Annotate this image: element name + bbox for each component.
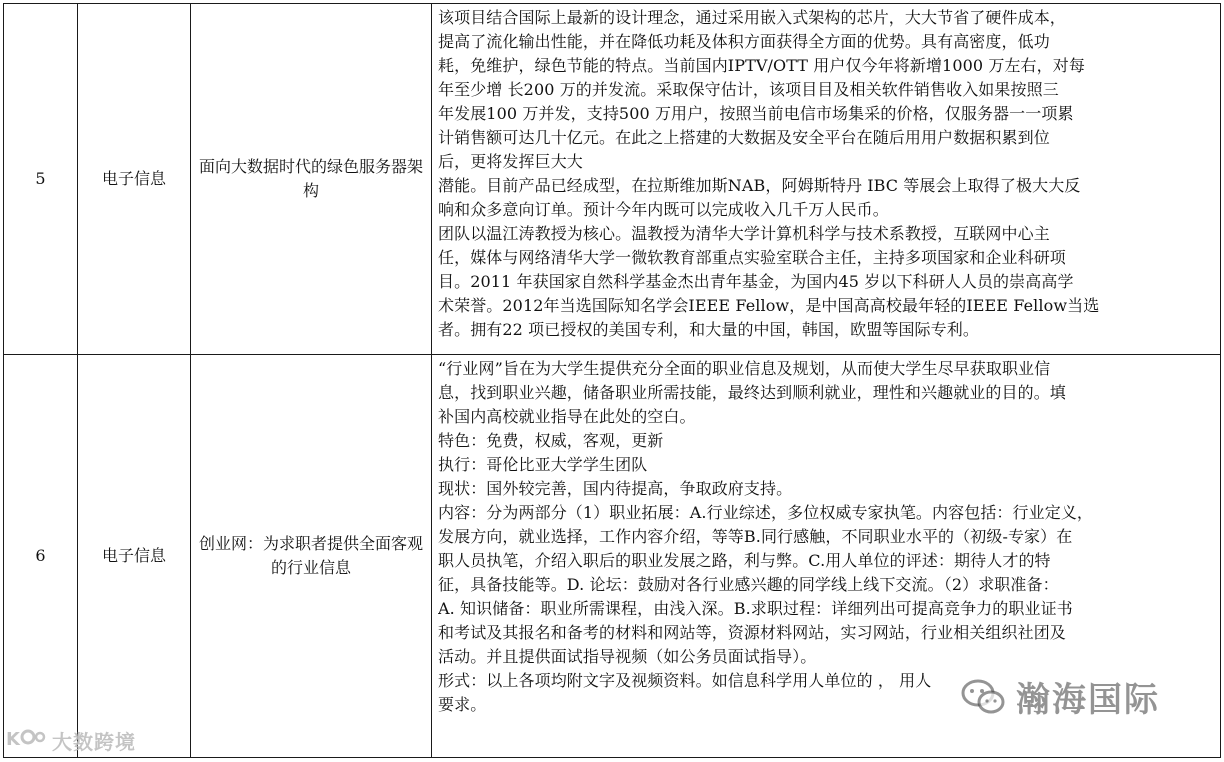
description-line: 术荣誉。2012年当选国际知名学会IEEE Fellow，是中国高高校最年轻的IEEE Fellow当选 bbox=[438, 296, 1100, 315]
description-line: 年至少增 长200 万的并发流。采取保守估计，该项目目及相关软件销售收入如果按照三 bbox=[438, 80, 1059, 99]
watermark-right-text: 瀚海国际 bbox=[1016, 680, 1160, 720]
description-line: 发展方向，就业选择，工作内容介绍，等等B.同行感触，不同职业水平的（初级-专家）在 bbox=[438, 527, 1073, 546]
row-title: 面向大数据时代的绿色服务器架构 bbox=[191, 4, 432, 355]
description-line: 者。拥有22 项已授权的美国专利，和大量的中国，韩国，欧盟等国际专利。 bbox=[438, 320, 979, 339]
row-category: 电子信息 bbox=[78, 355, 191, 758]
description-line: 补国内高校就业指导在此处的空白。 bbox=[438, 407, 696, 426]
watermark-right bbox=[960, 672, 1160, 721]
description-line: 年发展100 万并发，支持500 万用户，按照当前电信市场集采的价格，仅服务器一一项累 bbox=[438, 104, 1074, 123]
description-line: 职人员执笔，介绍入职后的职业发展之路，利与弊。C.用人单位的评述：期待人才的特 bbox=[438, 551, 1051, 570]
svg-text:K: K bbox=[6, 729, 21, 749]
description-line: 执行：哥伦比亚大学学生团队 bbox=[438, 455, 648, 474]
row-number: 5 bbox=[4, 4, 78, 355]
description-line: 目。2011 年获国家自然科学基金杰出青年基金，为国内45 岁以下科研人人员的崇高高学 bbox=[438, 272, 1074, 291]
description-line: 响和众多意向订单。预计今年内既可以完成收入几千万人民币。 bbox=[438, 200, 889, 219]
description-line: 计销售额可达几十亿元。在此之上搭建的大数据及安全平台在随后用用户数据积累到位 bbox=[438, 128, 1050, 147]
description-line: 内容：分为两部分（1）职业拓展：A.行业综述，多位权威专家执笔。内容包括：行业定义， bbox=[438, 503, 1094, 522]
description-line: 提高了流化输出性能，并在降低功耗及体积方面获得全方面的优势。具有高密度，低功 bbox=[438, 32, 1050, 51]
description-line: 现状：国外较完善，国内待提高，争取政府支持。 bbox=[438, 479, 793, 498]
table-row bbox=[4, 4, 1221, 355]
description-line: 潜能。目前产品已经成型，在拉斯维加斯NAB，阿姆斯特丹 IBC 等展会上取得了极大大反 bbox=[438, 176, 1081, 195]
description-line: “行业网”旨在为大学生提供充分全面的职业信息及规划，从而使大学生尽早获取职业信 bbox=[438, 359, 1051, 378]
description-line: 任，媒体与网络清华大学一微软教育部重点实验室联合主任，主持多项国家和企业科研项 bbox=[438, 248, 1066, 267]
description-line: 后，更将发挥巨大大 bbox=[438, 152, 583, 171]
watermark-left bbox=[6, 726, 136, 755]
row-number: 6 bbox=[4, 355, 78, 758]
description-line: 要求。 bbox=[438, 695, 487, 714]
description-line: 团队以温江涛教授为核心。温教授为清华大学计算机科学与技术系教授，互联网中心主 bbox=[438, 224, 1050, 243]
row-category: 电子信息 bbox=[78, 4, 191, 355]
description-line: 活动。并且提供面试指导视频（如公务员面试指导）。 bbox=[438, 647, 817, 666]
description-line: 耗，免维护，绿色节能的特点。当前国内IPTV/OTT 用户仅今年将新增1000 万左右，对每 bbox=[438, 56, 1085, 75]
description-line: 息，找到职业兴趣，储备职业所需技能，最终达到顺利就业，理性和兴趣就业的目的。填 bbox=[438, 383, 1066, 402]
row-title: 创业网：为求职者提供全面客观的行业信息 bbox=[191, 355, 432, 758]
description-line: 和考试及其报名和备考的材料和网站等，资源材料网站，实习网站，行业相关组织社团及 bbox=[438, 623, 1066, 642]
description-line: 征，具备技能等。D. 论坛：鼓励对各行业感兴趣的同学线上线下交流。（2）求职准备： bbox=[438, 575, 1059, 594]
description-line: 形式：以上各项均附文字及视频资料。如信息科学用人单位的 ， 用人 bbox=[438, 671, 932, 690]
description-line: 特色：免费，权威，客观，更新 bbox=[438, 431, 664, 450]
watermark-logo-icon bbox=[6, 727, 48, 754]
row-description bbox=[432, 4, 1221, 355]
description-line: 该项目结合国际上最新的设计理念，通过采用嵌入式架构的芯片，大大节省了硬件成本， bbox=[438, 8, 1066, 27]
description-line: A. 知识储备：职业所需课程，由浅入深。B.求职过程：详细列出可提高竞争力的职业证书 bbox=[438, 599, 1073, 618]
watermark-left-text: 大数跨境 bbox=[52, 730, 136, 754]
project-table bbox=[3, 3, 1221, 758]
wechat-icon bbox=[960, 678, 1006, 716]
